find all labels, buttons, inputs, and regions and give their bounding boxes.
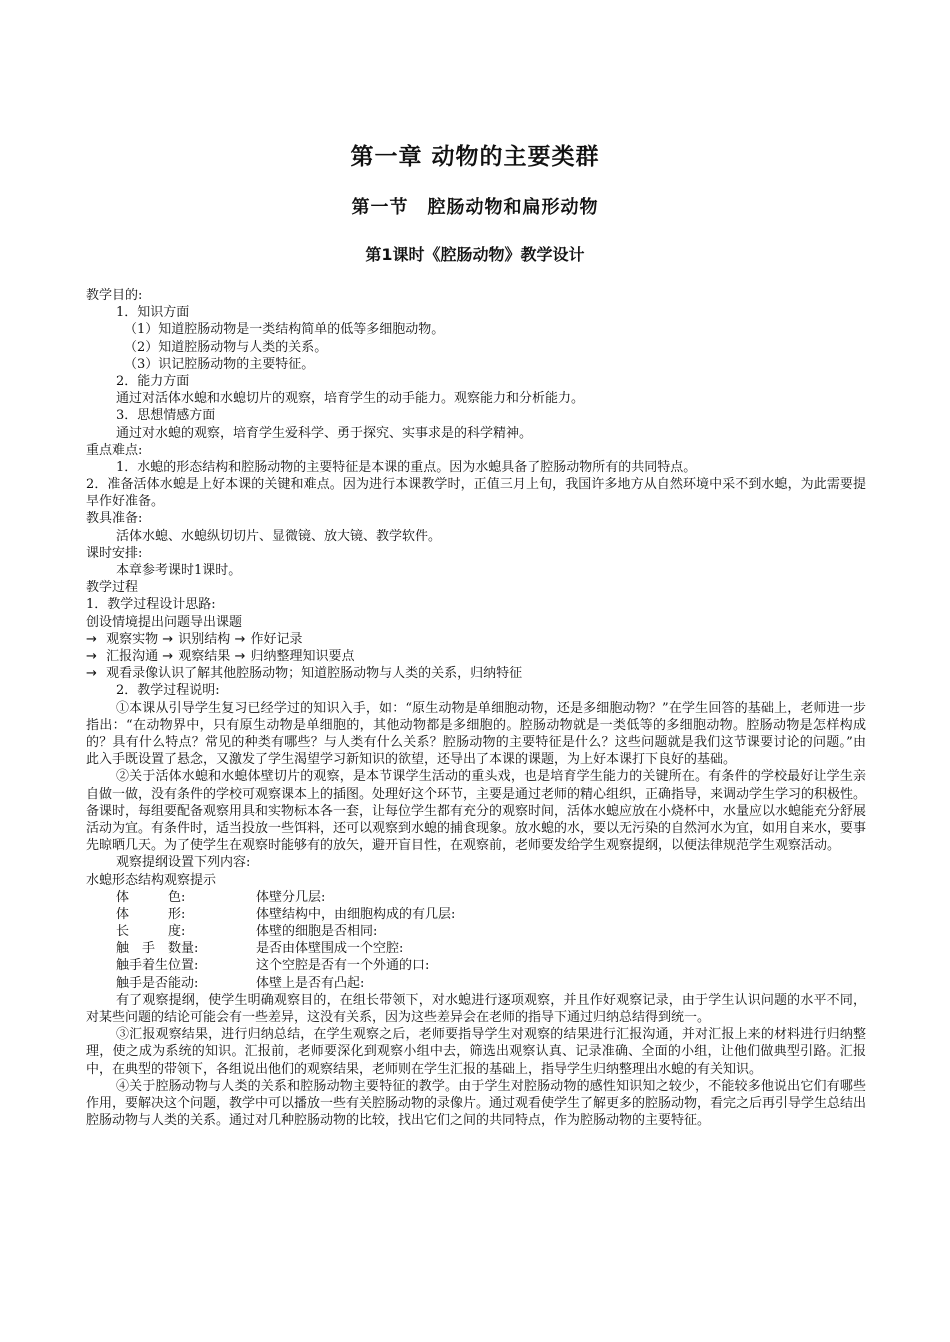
flow-line bbox=[86, 665, 866, 682]
flow-line bbox=[86, 648, 866, 665]
key-point: 2．准备活体水螅是上好本课的关键和难点。因为进行本课教学时，正值三月上旬，我国许多地方从自然环境中采不到水螅，为此需要提早作好准备。 bbox=[86, 477, 866, 510]
section-title: 第一节 腔肠动物和扁形动物 bbox=[351, 197, 599, 218]
arrow-right-icon: → bbox=[162, 648, 174, 664]
observation-row bbox=[86, 906, 866, 923]
flow-step: 归纳整理知识要点 bbox=[250, 648, 355, 664]
flow-step: 观看录像认识了解其他腔肠动物；知道腔肠动物与人类的关系，归纳特征 bbox=[106, 666, 523, 682]
observation-item: 这个空腔是否有一个外通的口: bbox=[256, 958, 430, 974]
subheading-emotion: 3．思想情感方面 bbox=[116, 408, 216, 424]
observation-row bbox=[86, 940, 866, 957]
arrow-right-icon: → bbox=[86, 648, 97, 664]
goal-item: 通过对活体水螅和水螅切片的观察，培育学生的动手能力。观察能力和分析能力。 bbox=[116, 391, 585, 407]
flow-line bbox=[86, 631, 866, 648]
arrow-right-icon: → bbox=[234, 648, 246, 664]
heading-goals: 教学目的: bbox=[86, 288, 143, 303]
observation-intro: 观察提纲设置下列内容: bbox=[116, 855, 251, 871]
flow-step: 观察实物 bbox=[106, 631, 159, 647]
observation-item: 体壁结构中，由细胞构成的有几层: bbox=[256, 906, 456, 922]
observation-row bbox=[86, 975, 866, 992]
arrow-right-icon: → bbox=[86, 666, 97, 682]
flow-step: 观察结果 bbox=[178, 648, 231, 664]
arrow-right-icon: → bbox=[86, 631, 97, 647]
document-body bbox=[86, 287, 866, 1129]
lesson-title: 第1课时《腔肠动物》教学设计 bbox=[365, 245, 585, 264]
heading-materials: 教具准备: bbox=[86, 511, 143, 527]
paragraph: ②关于活体水螅和水螅体壁切片的观察，是本节课学生活动的重头戏，也是培育学生能力的关键所在。有条件的学校最好让学生亲自做一做，没有条件的学校可观察课本上的插图。处理好这个环节，主要是通过老师的精心组织，正确指导，来调动学生学习的积极性。备课时，每组要配备观察用具和实物标本各一套，让每位学生都有充分的观察时间，活体水螅应放在小烧杯中，水量应以水螅能充分舒展活动为宜。有条件时，适当投放一些饵料，还可以观察到水螅的捕食现象。放水螅的水，要以无污染的自然河水为宜，如用自来水，要事先晾晒几天。为了使学生在观察时能够有的放矢，避开盲目性，在观察前，老师要发给学生观察提纲，以便法律规范学生观察活动。 bbox=[86, 769, 867, 854]
flow-step: 汇报沟通 bbox=[106, 648, 159, 664]
arrow-right-icon: → bbox=[162, 631, 174, 647]
subheading-knowledge: 1．知识方面 bbox=[116, 305, 190, 321]
observation-row bbox=[86, 923, 866, 940]
paragraph: ①本课从引导学生复习已经学过的知识入手，如：“原生动物是单细胞动物，还是多细胞动物？”在学生回答的基础上，老师进一步指出：“在动物界中，只有原生动物是单细胞的，其他动物都是多细胞的。腔肠动物就是一类低等的多细胞动物。腔肠动物是怎样构成的？具有什么特点？常见的种类有哪些？与人类有什么关系？腔肠动物的主要特征是什么？这些问题就是我们这节课要讨论的问题。”由此入手既设置了悬念，又激发了学生渴望学习新知识的欲望，还导出了本课的课题，为上好本课打下良好的基础。 bbox=[86, 700, 866, 768]
observation-item: 是否由体壁围成一个空腔: bbox=[256, 941, 404, 957]
schedule-text: 本章参考课时1课时。 bbox=[116, 563, 242, 579]
subheading-ability: 2．能力方面 bbox=[116, 373, 190, 389]
observation-heading: 水螅形态结构观察提示 bbox=[86, 872, 217, 888]
observation-item: 触手是否能动: bbox=[116, 975, 199, 991]
goal-item: （1）知道腔肠动物是一类结构简单的低等多细胞动物。 bbox=[124, 322, 445, 338]
process-step: 1．教学过程设计思路: bbox=[86, 597, 216, 613]
goal-item: （2）知道腔肠动物与人类的关系。 bbox=[124, 339, 328, 355]
flow-step: 作好记录 bbox=[250, 631, 303, 647]
heading-process: 教学过程 bbox=[86, 580, 139, 596]
observation-row bbox=[86, 889, 866, 906]
observation-item: 触 手 数量: bbox=[116, 941, 199, 957]
goal-item: 通过对水螅的观察，培育学生爱科学、勇于探究、实事求是的科学精神。 bbox=[116, 425, 533, 441]
materials-text: 活体水螅、水螅纵切切片、显微镜、放大镜、教学软件。 bbox=[116, 528, 442, 544]
observation-item: 体壁的细胞是否相同: bbox=[256, 924, 378, 940]
arrow-right-icon: → bbox=[234, 631, 246, 647]
goal-item: （3）识记腔肠动物的主要特征。 bbox=[124, 356, 315, 372]
chapter-title: 第一章 动物的主要类群 bbox=[350, 144, 600, 170]
process-flow-intro: 创设情境提出问题导出课题 bbox=[86, 614, 243, 630]
observation-item: 体 形: bbox=[116, 906, 186, 922]
paragraph: 有了观察提纲，使学生明确观察目的，在组长带领下，对水螅进行逐项观察，并且作好观察记录，由于学生认识问题的水平不同，对某些问题的结论可能会有一些差异，这没有关系，因为这些差异会在老师的指导下通过归纳总结得到统一。 bbox=[86, 992, 866, 1026]
paragraph: ③汇报观察结果，进行归纳总结，在学生观察之后，老师要指导学生对观察的结果进行汇报沟通，并对汇报上来的材料进行归纳整理，使之成为系统的知识。汇报前，老师要深化到观察小组中去，筛选出观察认真、记录准确、全面的小组，让他们做典型引路。汇报中，在典型的带领下，各组说出他们的观察结果，老师则在学生汇报的基础上，指导学生归纳整理出水螅的有关知识。 bbox=[86, 1027, 866, 1077]
heading-schedule: 课时安排: bbox=[86, 545, 143, 561]
flow-step: 识别结构 bbox=[178, 631, 231, 647]
heading-key-points: 重点难点: bbox=[86, 442, 143, 458]
observation-item: 体 色: bbox=[116, 889, 186, 905]
key-point: 1．水螅的形态结构和腔肠动物的主要特征是本课的重点。因为水螅具备了腔肠动物所有的共同特点。 bbox=[116, 459, 697, 475]
observation-item: 体壁上是否有凸起: bbox=[256, 975, 365, 991]
paragraph: ④关于腔肠动物与人类的关系和腔肠动物主要特征的教学。由于学生对腔肠动物的感性知识知之较少，不能较多他说出它们有哪些作用，要解决这个问题，教学中可以播放一些有关腔肠动物的录像片。通过观看使学生了解更多的腔肠动物，看完之后再引导学生总结出腔肠动物与人类的关系。通过对几种腔肠动物的比较，找出它们之间的共同特点，作为腔肠动物的主要特征。 bbox=[86, 1078, 867, 1129]
observation-item: 长 度: bbox=[116, 924, 186, 940]
observation-row bbox=[86, 957, 866, 974]
observation-item: 体壁分几层: bbox=[256, 889, 326, 905]
process-step: 2．教学过程说明: bbox=[116, 683, 220, 699]
observation-item: 触手着生位置: bbox=[116, 958, 199, 974]
